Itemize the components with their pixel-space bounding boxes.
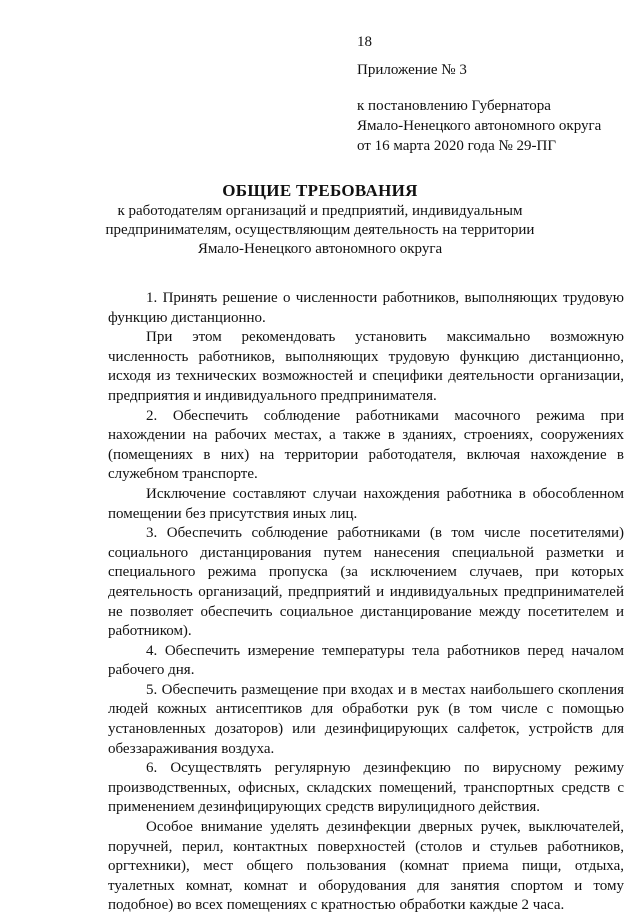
paragraph-3: 2. Обеспечить соблюдение работниками масочного режима при нахождении на рабочих местах, а также в зданиях, строениях, сооружениях (помещениях в них) на территории работодателя, включая нахождение в служебном транспорте. [108,407,624,483]
paragraph-7: 5. Обеспечить размещение при входах и в местах наибольшего скопления людей кожных антисептиков для обработки рук (в том числе с помощью установленных дозаторов) или дезинфицирующих салфеток, устройств для обеззараживания воздуха. [108,681,624,757]
appendix-line-3: от 16 марта 2020 года № 29-ПГ [357,138,557,154]
paragraph-6: 4. Обеспечить измерение температуры тела работников перед началом рабочего дня. [108,642,624,679]
document-body [108,289,624,916]
appendix-header [357,60,601,156]
document-subtitle: к работодателям организаций и предприятий, индивидуальным предпринимателям, осуществляющим деятельность на территории Ямало-Ненецкого автономного округа [105,203,535,257]
paragraph-8: 6. Осуществлять регулярную дезинфекцию по вирусному режиму производственных, офисных, складских помещений, транспортных средств с применением дезинфицирующих средств вирулицидного действия. [108,760,624,816]
paragraph-4: Исключение составляют случаи нахождения работника в обособленном помещении без присутствия иных лиц. [108,485,624,522]
page-number: 18 [357,34,372,50]
appendix-line-1: к постановлению Губернатора [357,98,551,114]
paragraph-9: Особое внимание уделять дезинфекции дверных ручек, выключателей, поручней, перил, контактных поверхностей (столов и стульев работников, оргтехники), мест общего пользования (комнат приема пищи, отдыха, туалетных комнат, комнат и оборудования для занятия спортом и тому подобное) во всех помещениях с кратностью обработки каждые 2 часа. [108,819,624,914]
document-title: ОБЩИЕ ТРЕБОВАНИЯ [222,181,418,200]
paragraph-5: 3. Обеспечить соблюдение работниками (в том числе посетителями) социального дистанцирования путем нанесения специальной разметки и специального режима пропуска (за исключением случаев, при которых деятельность организаций, предприятий и индивидуальных предпринимателей не позволяет обеспечить социальное дистанцирование между посетителем и работником). [108,525,624,640]
paragraph-1: 1. Принять решение о численности работников, выполняющих трудовую функцию дистанционно. [108,290,624,326]
paragraph-2: При этом рекомендовать установить максимально возможную численность работников, выполняющих трудовую функцию дистанционно, исходя из технических возможностей и специфики деятельности организации, предприятия и индивидуального предпринимателя. [108,329,624,404]
appendix-line-2: Ямало-Ненецкого автономного округа [357,118,602,134]
appendix-label: Приложение № 3 [357,62,467,78]
